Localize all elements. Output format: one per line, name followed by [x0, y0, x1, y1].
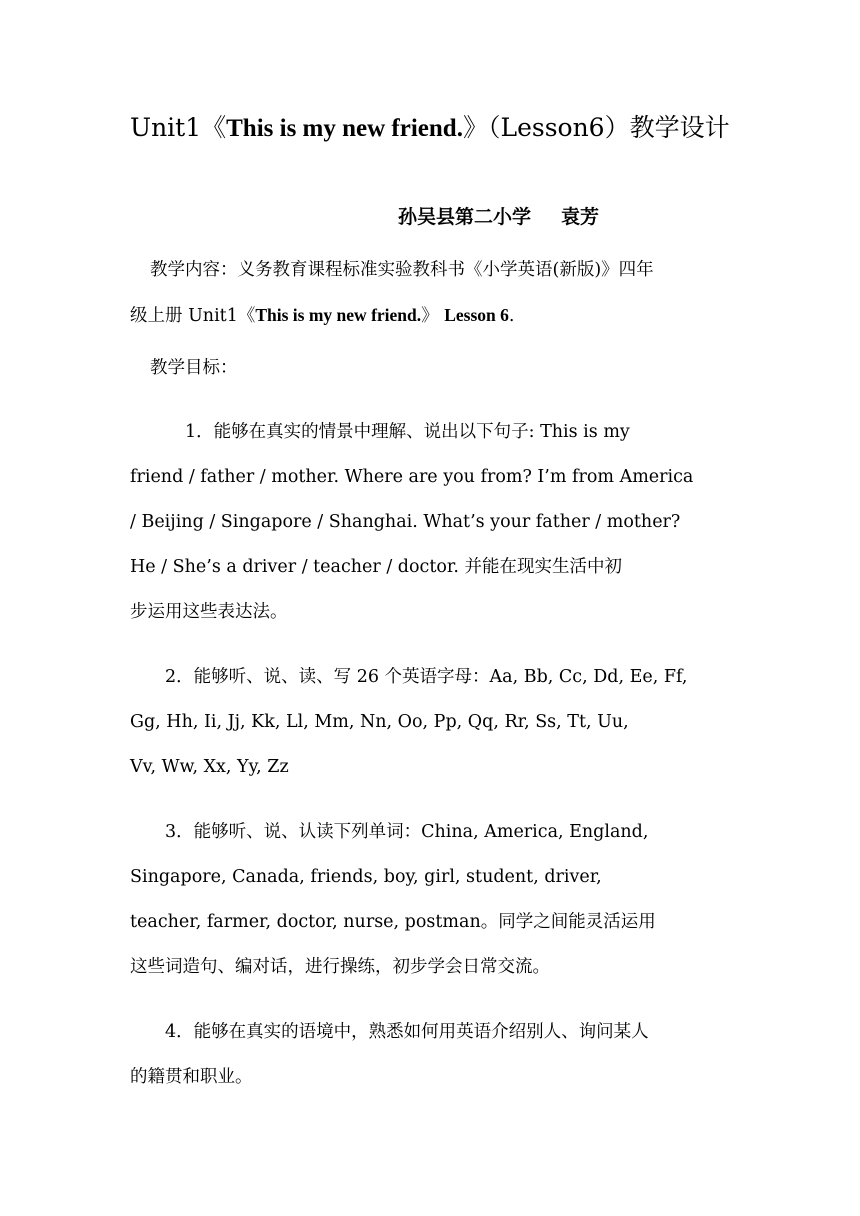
author-line [398, 202, 599, 229]
goal-1-line: 1．能够在真实的情景中理解、说出以下句子: This is my [185, 422, 630, 442]
content-lesson: Lesson 6 [444, 305, 509, 325]
title-suffix: 》（Lesson6）教学设计 [462, 113, 730, 142]
content-line-2-mid: 》 [421, 306, 445, 326]
goal-3-line: 3．能够听、说、认读下列单词：China, America, England, [165, 822, 649, 842]
goal-3-line: 这些词造句、编对话，进行操练，初步学会日常交流。 [130, 957, 550, 977]
goal-3 [130, 810, 734, 990]
content-line-2 [130, 293, 734, 338]
title-bold: This is my new friend. [226, 115, 463, 142]
goal-1-line: / Beijing / Singapore / Shanghai. What’s your father / mother? [130, 512, 681, 532]
goals-heading-block [130, 346, 734, 391]
teaching-content [130, 248, 734, 338]
goal-4-line: 4．能够在真实的语境中，熟悉如何用英语介绍别人、询问某人 [165, 1022, 649, 1042]
goal-2-line: Vv, Ww, Xx, Yy, Zz [130, 757, 289, 777]
goal-1-line: He / She’s a driver / teacher / doctor. 并能在现实生活中初 [130, 557, 622, 577]
author-name: 袁芳 [561, 206, 600, 228]
title-prefix: Unit1《 [130, 113, 227, 142]
goal-2 [130, 655, 734, 790]
content-line-2-prefix: 级上册 Unit1《 [130, 306, 256, 326]
content-line-1: 教学内容：义务教育课程标准实验教科书《小学英语(新版)》四年 [150, 260, 654, 280]
goal-2-line: 2．能够听、说、读、写 26 个英语字母：Aa, Bb, Cc, Dd, Ee, Ff, [165, 667, 688, 687]
goal-2-line: Gg, Hh, Ii, Jj, Kk, Ll, Mm, Nn, Oo, Pp, Qq, Rr, Ss, Tt, Uu, [130, 712, 629, 732]
goal-1-line: 步运用这些表达法。 [130, 602, 288, 622]
goal-1 [130, 410, 734, 635]
goal-4 [130, 1010, 734, 1100]
goal-4-line: 的籍贯和职业。 [130, 1067, 253, 1087]
goal-1-line: friend / father / mother. Where are you from? I’m from America [130, 467, 694, 487]
content-book-title: This is my new friend. [255, 305, 422, 325]
goal-3-line: teacher, farmer, doctor, nurse, postman。同学之间能灵活运用 [130, 912, 656, 932]
goal-3-line: Singapore, Canada, friends, boy, girl, student, driver, [130, 867, 602, 887]
author-school: 孙吴县第二小学 [398, 206, 532, 228]
document-title [130, 110, 750, 147]
content-line-2-end: . [508, 306, 515, 326]
goals-heading: 教学目标： [150, 358, 238, 378]
